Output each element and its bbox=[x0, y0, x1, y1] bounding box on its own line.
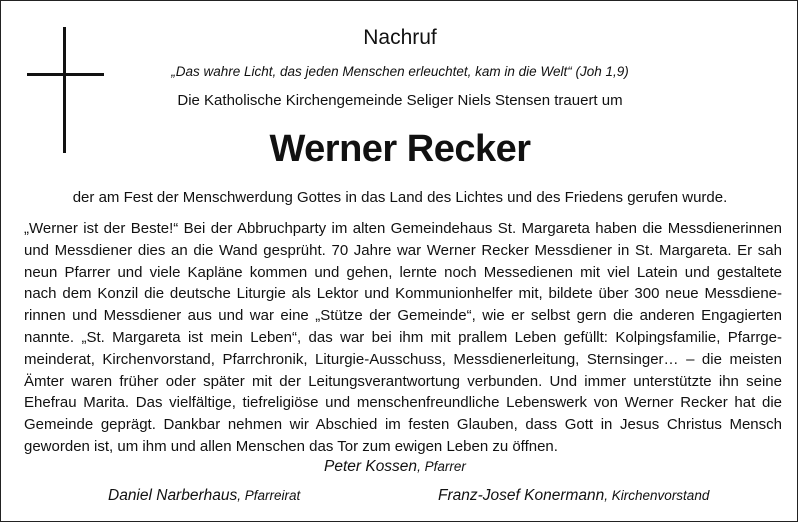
body-line: nannte. „St. Margareta ist mein Leben“, das war bei ihm mit prallem Leben gefüllt: Kolpingsfamilie, Pfarrge- bbox=[24, 328, 782, 346]
signature-name: Daniel Narberhaus bbox=[108, 487, 238, 504]
body-line: nach dem Konzil die deutsche Liturgie als Lektor und Kommunionhelfer mit, bildete über 300 neue Messdiene- bbox=[24, 285, 782, 303]
body-line: geworden ist, um ihm und allen Menschen das Tor zum ewigen Leben zu öffnen. bbox=[24, 437, 558, 455]
intro-line: Die Katholische Kirchengemeinde Seliger Niels Stensen trauert um bbox=[177, 92, 623, 109]
signature-pastor bbox=[324, 458, 466, 476]
obituary-body bbox=[24, 218, 782, 458]
signature-name: Peter Kossen bbox=[324, 458, 418, 475]
signature-parish-council bbox=[108, 487, 300, 505]
body-line: Gemeinde geprägt. Dankbar nehmen wir Abschied im festen Glauben, dass Gott in Jesus Christus Mensch bbox=[24, 416, 782, 434]
subline: der am Fest der Menschwerdung Gottes in das Land des Lichtes und des Friedens gerufen wurde. bbox=[72, 189, 728, 206]
obituary-title: Nachruf bbox=[363, 26, 437, 49]
bible-quote: „Das wahre Licht, das jeden Menschen erleuchtet, kam in die Welt“ (Joh 1,9) bbox=[171, 64, 629, 79]
deceased-name: Werner Recker bbox=[269, 128, 531, 170]
body-line: und Messdiener dies an die Wand gesprüht. 70 Jahre war Werner Recker Messdiener in St. Margareta. Er sah bbox=[24, 241, 782, 259]
body-line: rinnen und Messdiener aus und war eine „Stütze der Gemeinde“, wie er selbst gern die anderen Engagierten bbox=[24, 307, 782, 325]
body-line: meinderat, Kirchenvorstand, Pfarrchronik, Liturgie-Ausschuss, Messdienerleitung, Sternsinger… – die meisten bbox=[24, 350, 782, 368]
signature-name: Franz-Josef Konermann bbox=[438, 487, 605, 504]
signature-church-board bbox=[438, 487, 709, 505]
signature-role: , Kirchenvorstand bbox=[604, 488, 710, 503]
body-line: Ämter waren früher oder später mit der Leitungsverantwortung verbunden. Und immer unterstützte ihn seine bbox=[24, 372, 782, 390]
body-line: Ehefrau Marita. Das vielfältige, tiefreligiöse und menschenfreundliche Lebenswerk von Werner Recker hat die bbox=[24, 394, 782, 412]
signature-role: , Pfarrer bbox=[417, 459, 466, 474]
body-line: „Werner ist der Beste!“ Bei der Abbruchparty im alten Gemeindehaus St. Margareta haben die Messdienerinnen bbox=[24, 220, 782, 237]
body-line: neun Pfarrer und viele Kapläne kommen und gehen, lernte noch Messedienen mit viel Latein und gestaltete bbox=[24, 263, 782, 281]
signature-role: , Pfarreirat bbox=[237, 488, 301, 503]
